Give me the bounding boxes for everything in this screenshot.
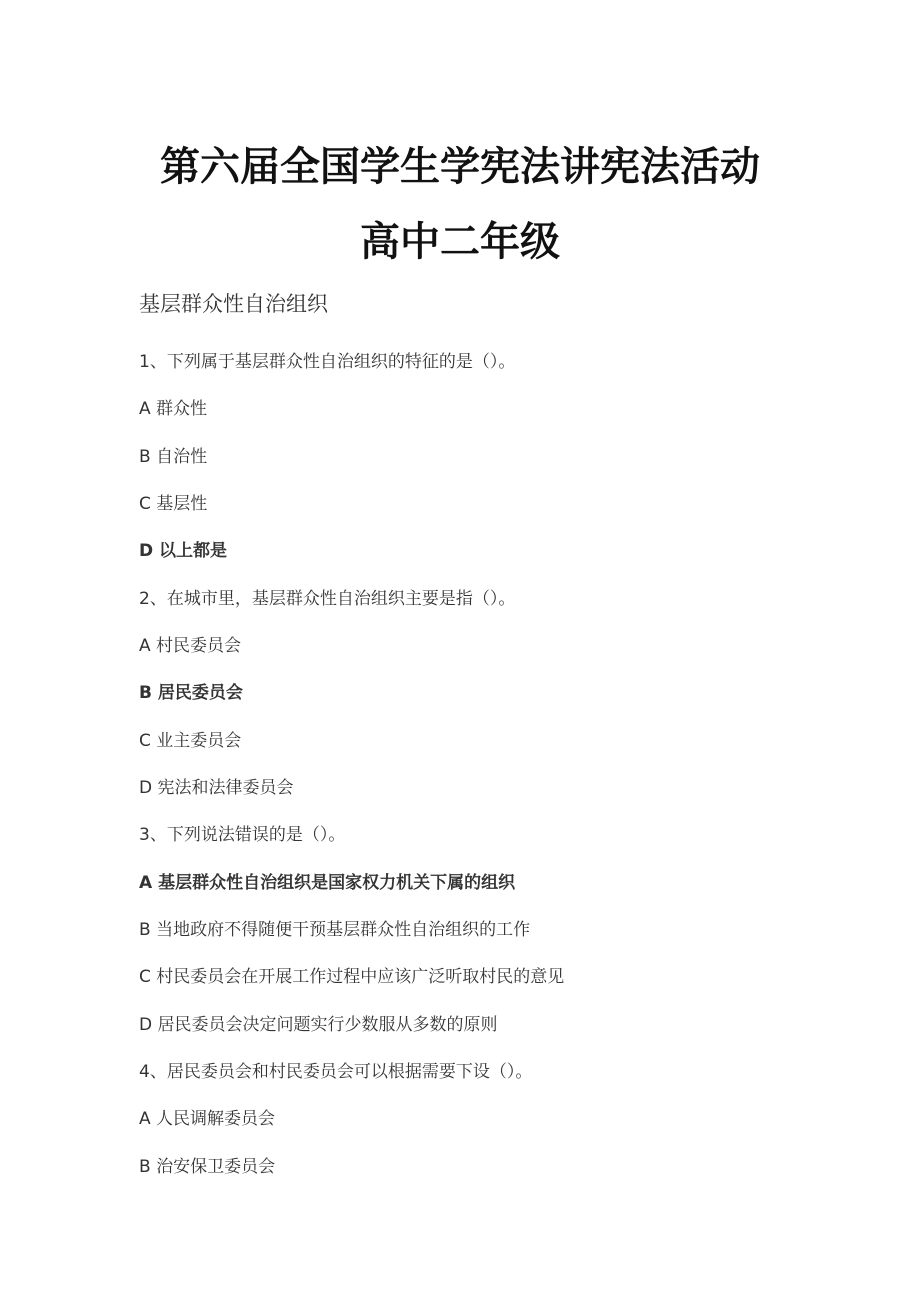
q3-option-b: B 当地政府不得随便干预基层群众性自治组织的工作 xyxy=(139,920,531,940)
question-4: 4、居民委员会和村民委员会可以根据需要下设（）。 xyxy=(139,1062,533,1082)
q1-option-d-answer: D 以上都是 xyxy=(139,541,228,561)
document-subtitle: 高中二年级 xyxy=(360,219,560,265)
question-1: 1、下列属于基层群众性自治组织的特征的是（）。 xyxy=(139,352,516,372)
q3-option-d: D 居民委员会决定问题实行少数服从多数的原则 xyxy=(139,1015,498,1035)
q3-option-a-answer: A 基层群众性自治组织是国家权力机关下属的组织 xyxy=(139,873,516,893)
q3-option-c: C 村民委员会在开展工作过程中应该广泛听取村民的意见 xyxy=(139,967,565,987)
q2-option-b-answer: B 居民委员会 xyxy=(139,683,243,703)
document-title: 第六届全国学生学宪法讲宪法活动 xyxy=(160,144,760,190)
q2-option-d: D 宪法和法律委员会 xyxy=(139,778,294,798)
q1-option-b: B 自治性 xyxy=(139,447,208,467)
q1-option-c: C 基层性 xyxy=(139,494,208,514)
q4-option-b: B 治安保卫委员会 xyxy=(139,1157,276,1177)
question-2: 2、在城市里，基层群众性自治组织主要是指（）。 xyxy=(139,589,516,609)
section-heading: 基层群众性自治组织 xyxy=(139,292,328,316)
q4-option-a: A 人民调解委员会 xyxy=(139,1109,276,1129)
q2-option-a: A 村民委员会 xyxy=(139,636,242,656)
q2-option-c: C 业主委员会 xyxy=(139,731,242,751)
q1-option-a: A 群众性 xyxy=(139,399,208,419)
question-3: 3、下列说法错误的是（）。 xyxy=(139,825,346,845)
